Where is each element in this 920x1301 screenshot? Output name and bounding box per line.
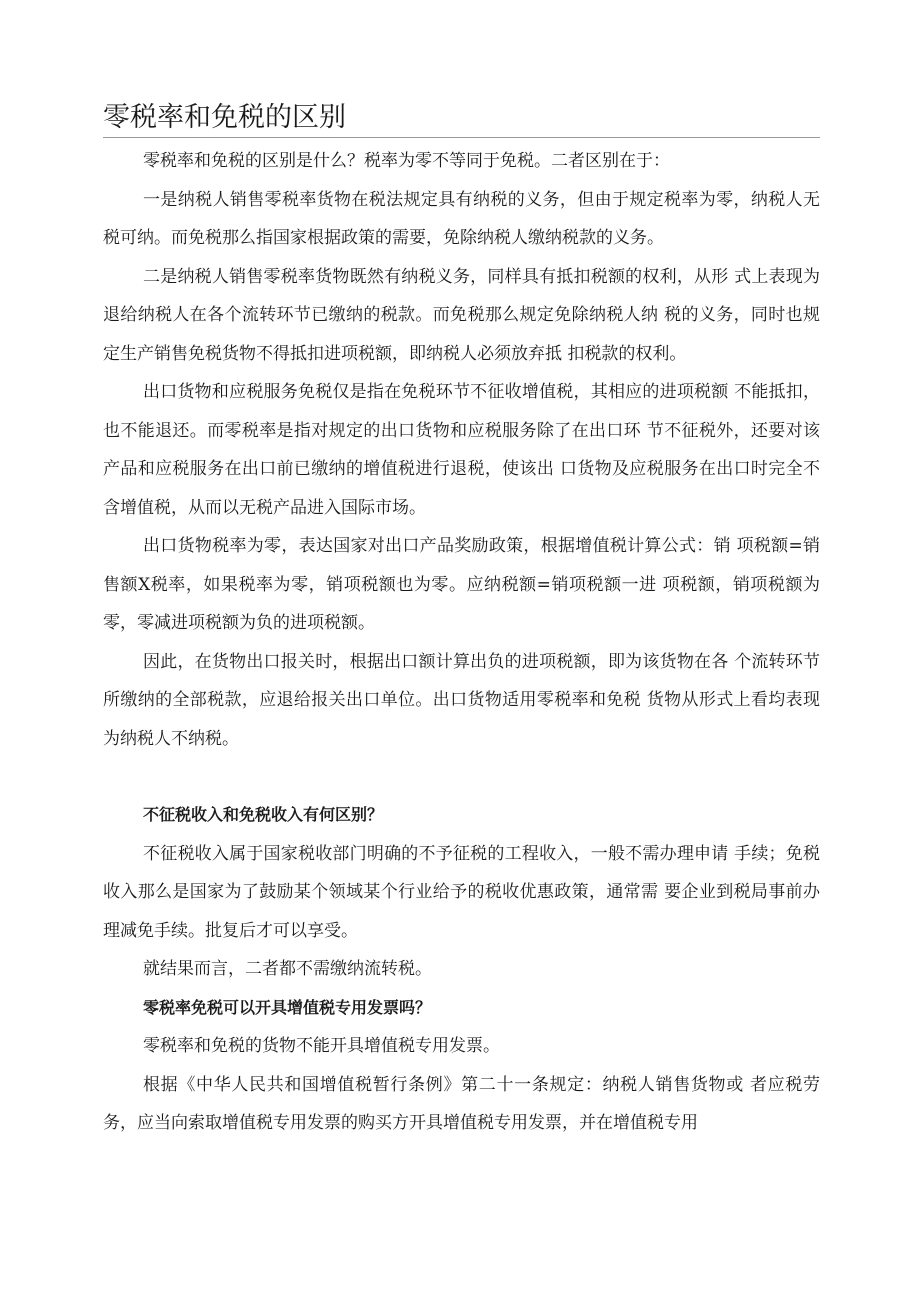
paragraph: 出口货物税率为零，表达国家对出口产品奖励政策，根据增值税计算公式：销 项税额=销售额X税率，如果税率为零，销项税额也为零。应纳税额=销项税额一进 项税额，销项税额为零，零减进项税额为负的进项税额。 — [103, 536, 820, 633]
page-title: 零税率和免税的区别 — [103, 100, 820, 138]
paragraph: 出口货物和应税服务免税仅是指在免税环节不征收增值税，其相应的进项税额 不能抵扣，也不能退还。而零税率是指对规定的出口货物和应税服务除了在出口环 节不征税外，还要对该产品和应税服务在出口前已缴纳的增值税进行退税，使该出 口货物及应税服务在出口时完全不含增值税，从而以无税产品进入国际市场。 — [103, 382, 820, 518]
paragraph: 零税率和免税的货物不能开具增值税专用发票。 — [143, 1036, 500, 1056]
paragraph: 就结果而言，二者都不需缴纳流转税。 — [143, 959, 432, 979]
paragraph: 零税率和免税的区别是什么？税率为零不等同于免税。二者区别在于： — [143, 151, 670, 171]
paragraph: 一是纳税人销售零税率货物在税法规定具有纳税的义务，但由于规定税率为零，纳税人无税可纳。而免税那么指国家根据政策的需要，免除纳税人缴纳税款的义务。 — [103, 189, 820, 248]
paragraph: 因此，在货物出口报关时，根据出口额计算出负的进项税额，即为该货物在各 个流转环节所缴纳的全部税款，应退给报关出口单位。出口货物适用零税率和免税 货物从形式上看均表现为纳税人不纳税。 — [103, 651, 820, 749]
section-heading: 不征税收入和免税收入有何区别？ — [143, 805, 384, 824]
paragraph: 不征税收入属于国家税收部门明确的不予征税的工程收入，一般不需办理申请 手续；免税收入那么是国家为了鼓励某个领域某个行业给予的税收优惠政策，通常需 要企业到税局事前办理减免手续。批复后才可以享受。 — [103, 843, 820, 941]
section-heading: 零税率免税可以开具增值税专用发票吗？ — [143, 997, 432, 1017]
paragraph: 根据《中华人民共和国增值税暂行条例》第二十一条规定：纳税人销售货物或 者应税劳务，应当向索取增值税专用发票的购买方开具增值税专用发票，并在增值税专用 — [103, 1074, 820, 1133]
section-gap — [103, 758, 820, 796]
paragraph: 二是纳税人销售零税率货物既然有纳税义务，同样具有抵扣税额的权利，从形 式上表现为退给纳税人在各个流转环节已缴纳的税款。而免税那么规定免除纳税人纳 税的义务，同时也规定生产销售免税货物不得抵扣进项税额，即纳税人必须放弃抵 扣税款的权利。 — [103, 266, 820, 364]
document-page — [103, 100, 820, 1143]
